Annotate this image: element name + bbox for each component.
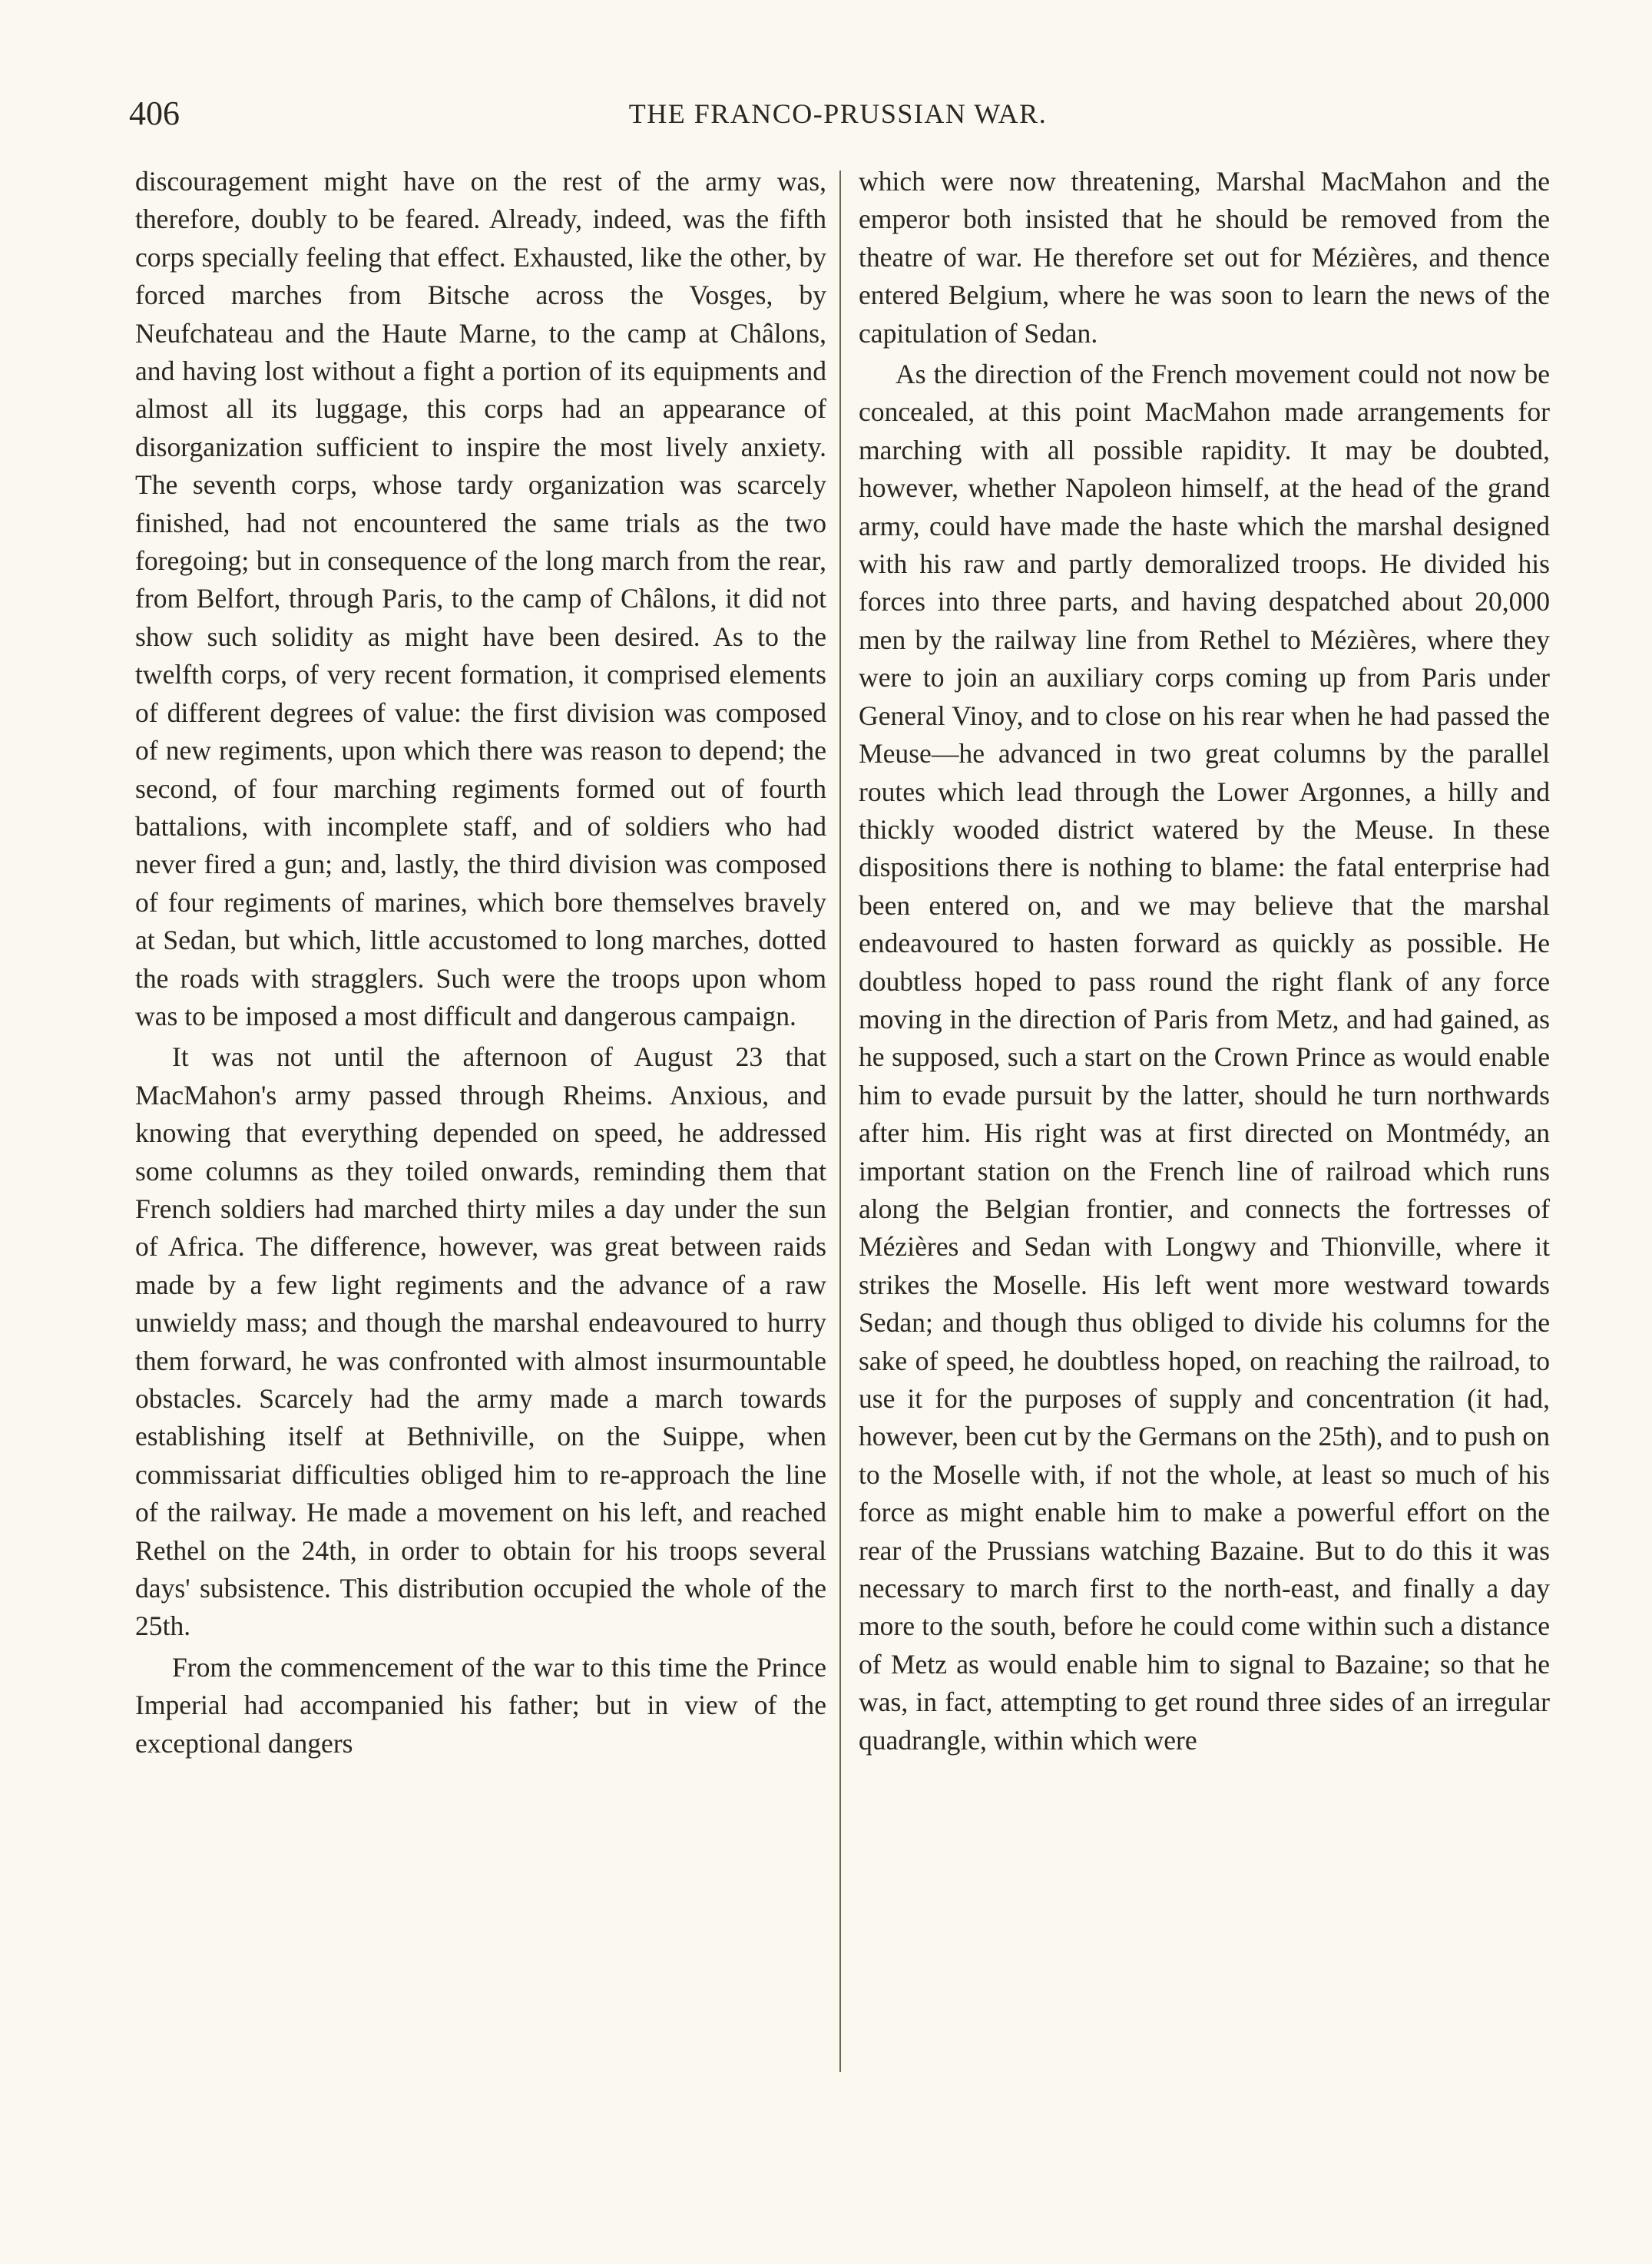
paragraph: From the commencement of the war to this time the Prince Imperial had accompanied his father; but in view of the exceptional dangers [135, 1651, 826, 1759]
right-column [859, 163, 1550, 1759]
page-number: 406 [129, 94, 180, 132]
page-header [129, 91, 1547, 137]
paragraph: which were now threatening, Marshal MacMahon and the emperor both insisted that he should be removed from the theatre of war. He therefore set out for Mézières, and thence entered Belgium, where he was soon to learn the news of the capitulation of Sedan. [859, 166, 1550, 349]
left-column [135, 163, 826, 1763]
running-title: THE FRANCO-PRUSSIAN WAR. [628, 98, 1048, 129]
paragraph: As the direction of the French movement could not now be concealed, at this point MacMahon made arrangements for marching with all possible rapidity. It may be doubted, however, whether Napoleon himself, at the head of the grand army, could have made the haste which the marshal designed with his raw and partly demoralized troops. He divided his forces into three parts, and having despatched about 20,000 men by the railway line from Rethel to Mézières, where they were to join an auxiliary corps coming up from Paris under General Vinoy, and to close on his rear when he had passed the Meuse—he advanced in two great columns by the parallel routes which lead through the Lower Argonnes, a hilly and thickly wooded district watered by the Meuse. In these dispositions there is nothing to blame: the fatal enterprise had been entered on, and we may believe that the marshal endeavoured to hasten forward as quickly as possible. He doubtless hoped to pass round the right flank of any force moving in the direction of Paris from Metz, and had gained, as he supposed, such a start on the Crown Prince as would enable him to evade pursuit by the latter, should he turn northwards after him. His right was at first directed on Montmédy, an important station on the French line of railroad which runs along the Belgian frontier, and connects the fortresses of Mézières and Sedan with Longwy and Thionville, where it strikes the Moselle. His left went more westward towards Sedan; and though thus obliged to divide his columns for the sake of speed, he doubtless hoped, on reaching the railroad, to use it for the purposes of supply and concentration (it had, however, been cut by the Germans on the 25th), and to push on to the Moselle with, if not the whole, at least so much of his force as might enable him to make a powerful effort on the rear of the Prussians watching Bazaine. But to do this it was necessary to march first to the north-east, and finally a day more to the south, before he could come within such a distance of Metz as would enable him to signal to Bazaine; so that he was, in fact, attempting to get round three sides of an irregular quadrangle, within which were [859, 359, 1550, 1756]
column-divider [839, 170, 841, 2072]
paragraph: discouragement might have on the rest of the army was, therefore, doubly to be feared. Already, indeed, was the fifth corps specially feeling that effect. Exhausted, like the other, by forced marches from Bitsche across the Vosges, by Neufchateau and the Haute Marne, to the camp at Châlons, and having lost without a fight a portion of its equipments and almost all its luggage, this corps had an appearance of disorganization sufficient to inspire the most lively anxiety. The seventh corps, whose tardy organization was scarcely finished, had not encountered the same trials as the two foregoing; but in consequence of the long march from the rear, from Belfort, through Paris, to the camp of Châlons, it did not show such solidity as might have been desired. As to the twelfth corps, of very recent formation, it comprised elements of different degrees of value: the first division was composed of new regiments, upon which there was reason to depend; the second, of four marching regiments formed out of fourth battalions, with incomplete staff, and of soldiers who had never fired a gun; and, lastly, the third division was composed of four regiments of marines, which bore themselves bravely at Sedan, but which, little accustomed to long marches, dotted the roads with stragglers. Such were the troops upon whom was to be imposed a most difficult and dangerous campaign. [135, 166, 826, 1031]
paragraph: It was not until the afternoon of August 23 that MacMahon's army passed through Rheims. Anxious, and knowing that everything depended on speed, he addressed some columns as they toiled onwards, reminding them that French soldiers had marched thirty miles a day under the sun of Africa. The difference, however, was great between raids made by a few light regiments and the advance of a raw unwieldy mass; and though the marshal endeavoured to hurry them forward, he was confronted with almost insurmountable obstacles. Scarcely had the army made a march towards establishing itself at Bethniville, on the Suippe, when commissariat difficulties obliged him to re-approach the line of the railway. He made a movement on his left, and reached Rethel on the 24th, in order to obtain for his troops several days' subsistence. This distribution occupied the whole of the 25th. [135, 1041, 826, 1642]
